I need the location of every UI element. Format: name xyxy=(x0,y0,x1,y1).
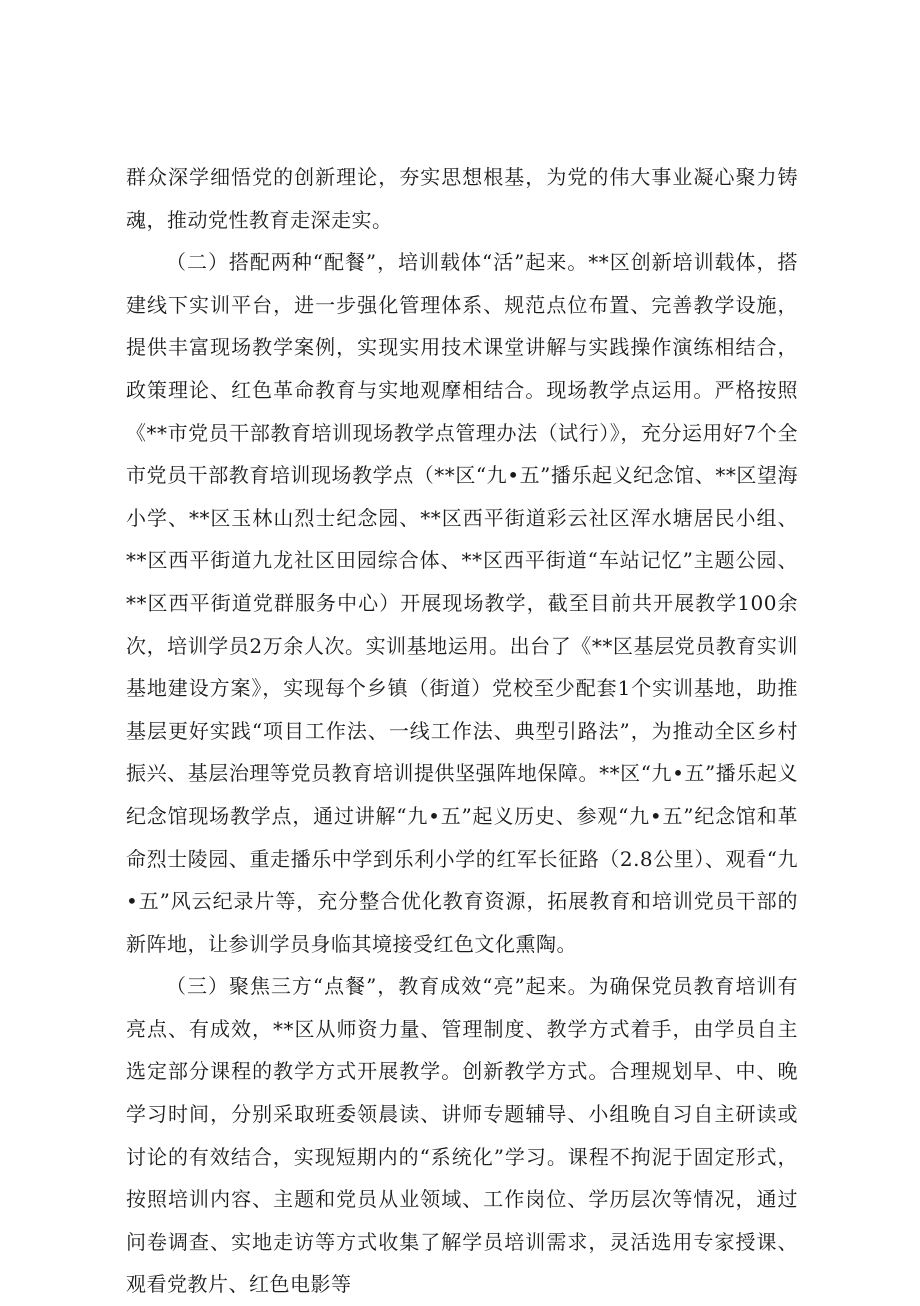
paragraph-section-three: （三）聚焦三方“点餐”，教育成效“亮”起来。为确保党员教育培训有亮点、有成效，**区从师资力量、管理制度、教学方式着手，由学员自主选定部分课程的教学方式开展教学。创新教学方式。合理规划早、中、晚学习时间，分别采取班委领晨读、讲师专题辅导、小组晚自习自主研读或讨论的有效结合，实现短期内的“系统化”学习。课程不拘泥于固定形式，按照培训内容、主题和党员从业领域、工作岗位、学历层次等情况，通过问卷调查、实地走访等方式收集了解学员培训需求，灵活选用专家授课、观看党教片、红色电影等 xyxy=(126,974,798,1297)
document-body xyxy=(126,156,798,1306)
paragraph-continuation: 群众深学细悟党的创新理论，夯实思想根基，为党的伟大事业凝心聚力铸魂，推动党性教育走深走实。 xyxy=(126,165,798,232)
paragraph-section-two: （二）搭配两种“配餐”，培训载体“活”起来。**区创新培训载体，搭建线下实训平台，进一步强化管理体系、规范点位布置、完善教学设施，提供丰富现场教学案例，实现实用技术课堂讲解与实践操作演练相结合，政策理论、红色革命教育与实地观摩相结合。现场教学点运用。严格按照《**市党员干部教育培训现场教学点管理办法（试行）》，充分运用好7个全市党员干部教育培训现场教学点（**区“九•五”播乐起义纪念馆、**区望海小学、**区玉林山烈士纪念园、**区西平街道彩云社区浑水塘居民小组、**区西平街道九龙社区田园综合体、**区西平街道“车站记忆”主题公园、**区西平街道党群服务中心）开展现场教学，截至目前共开展教学100余次，培训学员2万余人次。实训基地运用。出台了《**区基层党员教育实训基地建设方案》，实现每个乡镇（街道）党校至少配套1个实训基地，助推基层更好实践“项目工作法、一线工作法、典型引路法”，为推动全区乡村振兴、基层治理等党员教育培训提供坚强阵地保障。**区“九•五”播乐起义纪念馆现场教学点，通过讲解“九•五”起义历史、参观“九•五”纪念馆和革命烈士陵园、重走播乐中学到乐利小学的红军长征路（2.8公里）、观看“九•五”风云纪录片等，充分整合优化教育资源，拓展教育和培训党员干部的新阵地，让参训学员身临其境接受红色文化熏陶。 xyxy=(126,250,798,956)
